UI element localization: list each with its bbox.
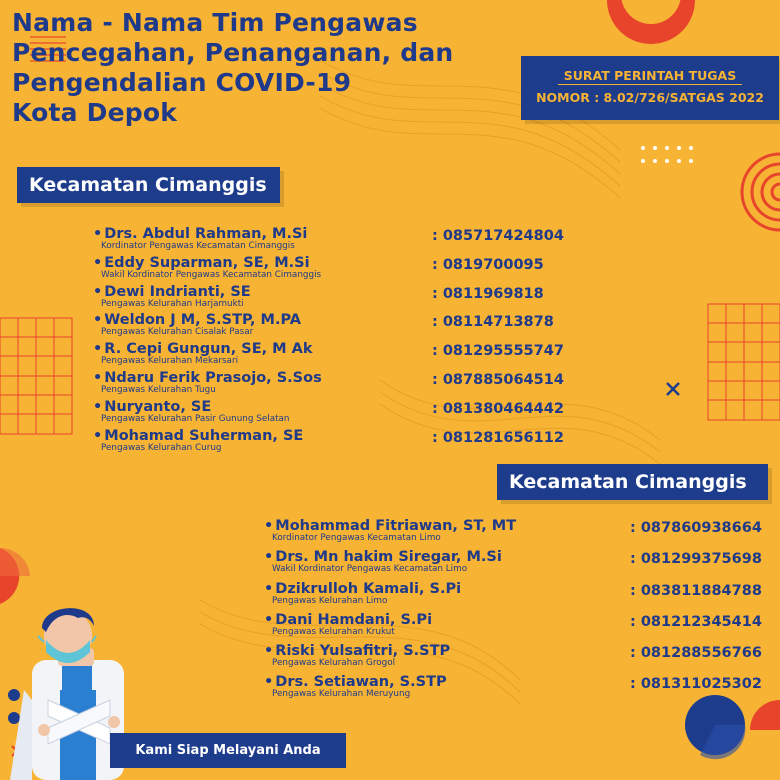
list-item (264, 581, 774, 612)
staff-role: Wakil Kordinator Pengawas Kecamatan Cimanggis (101, 269, 322, 280)
staff-phone: : 083811884788 (630, 582, 762, 599)
staff-name: • Weldon J M, S.STP, M.PA (93, 312, 301, 329)
list-item (93, 255, 573, 284)
staff-role: Pengawas Kelurahan Meruyung (272, 689, 411, 700)
staff-phone: : 081380464442 (432, 400, 564, 417)
staff-role: Kordinator Pengawas Kecamatan Limo (272, 533, 441, 543)
list-item (264, 549, 774, 580)
staff-phone: : 081295555747 (432, 343, 564, 360)
grid-right (708, 304, 780, 420)
staff-role: Pengawas Kelurahan Harjamukti (101, 298, 244, 309)
staff-role: Pengawas Kelurahan Curug (101, 442, 222, 453)
staff-phone: : 08114713878 (432, 314, 554, 331)
list-item (93, 428, 573, 457)
order-title: SURAT PERINTAH TUGAS (558, 68, 742, 85)
staff-list (93, 226, 573, 456)
title-line: Nama - Nama Tim Pengawas (12, 8, 418, 37)
title-line: Pengendalian COVID-19 (12, 68, 352, 97)
list-item (93, 312, 573, 341)
staff-phone: : 087860938664 (630, 520, 762, 536)
staff-role: Wakil Kordinator Pengawas Kecamatan Limo (272, 564, 468, 575)
staff-name: • Dani Hamdani, S.Pi (264, 612, 432, 629)
blue-dot (8, 712, 20, 724)
list-item (264, 518, 774, 549)
staff-list (264, 518, 774, 706)
list-item (93, 370, 573, 399)
staff-role: Pengawas Kelurahan Krukut (272, 626, 395, 637)
staff-role: Pengawas Kelurahan Pasir Gunung Selatan (101, 413, 290, 424)
title-line: Pencegahan, Penanganan, dan (12, 38, 454, 67)
staff-name: • Mohamad Suherman, SE (93, 428, 303, 445)
list-item (93, 399, 573, 428)
list-item (264, 674, 774, 705)
staff-role: Pengawas Kelurahan Limo (272, 595, 388, 606)
list-item (93, 226, 573, 255)
x-mark-icon (667, 383, 679, 395)
staff-name: • Dzikrulloh Kamali, S.Pi (264, 581, 461, 598)
staff-phone: : 081212345414 (630, 613, 762, 630)
list-item (93, 341, 573, 370)
staff-name: • Ndaru Ferik Prasojo, S.Sos (93, 370, 322, 387)
section-label: Kecamatan Cimanggis (497, 464, 768, 500)
order-box (521, 56, 779, 120)
staff-phone: : 081288556766 (630, 645, 762, 662)
staff-role: Pengawas Kelurahan Mekarsari (101, 356, 239, 367)
staff-name: • R. Cepi Gungun, SE, M Ak (93, 341, 313, 358)
title-line: Kota Depok (12, 98, 178, 127)
concentric-circles (742, 154, 780, 230)
staff-name: • Riski Yulsafitri, S.STP (264, 643, 450, 660)
footer-banner: Kami Siap Melayani Anda (110, 733, 346, 768)
staff-name: • Dewi Indrianti, SE (93, 284, 251, 301)
staff-name: • Eddy Suparman, SE, M.Si (93, 255, 310, 272)
list-item (264, 643, 774, 674)
staff-name: • Drs. Setiawan, S.STP (264, 674, 447, 691)
staff-name: • Mohammad Fitriawan, ST, MT (264, 518, 516, 535)
dot-grid (641, 146, 693, 163)
list-item (93, 284, 573, 313)
staff-phone: : 081311025302 (630, 676, 762, 693)
staff-phone: : 085717424804 (432, 228, 564, 244)
doctor-mascot-icon (10, 608, 124, 780)
staff-name: • Drs. Abdul Rahman, M.Si (93, 226, 307, 243)
staff-phone: : 0819700095 (432, 256, 544, 273)
list-item (264, 612, 774, 643)
blue-dot (8, 689, 20, 701)
staff-phone: : 087885064514 (432, 371, 564, 388)
grid-left (0, 318, 72, 434)
section-label: Kecamatan Cimanggis (17, 167, 280, 203)
staff-phone: : 081299375698 (630, 551, 762, 568)
staff-name: • Nuryanto, SE (93, 399, 211, 416)
staff-role: Kordinator Pengawas Kecamatan Cimanggis (101, 241, 295, 251)
staff-phone: : 081281656112 (432, 429, 564, 446)
staff-name: • Drs. Mn hakim Siregar, M.Si (264, 549, 502, 566)
staff-role: Pengawas Kelurahan Cisalak Pasar (101, 327, 254, 338)
staff-phone: : 0811969818 (432, 285, 544, 302)
order-number: NOMOR : 8.02/726/SATGAS 2022 (536, 90, 764, 105)
page-title (12, 8, 482, 128)
staff-role: Pengawas Kelurahan Grogol (272, 658, 396, 669)
staff-role: Pengawas Kelurahan Tugu (101, 384, 216, 395)
